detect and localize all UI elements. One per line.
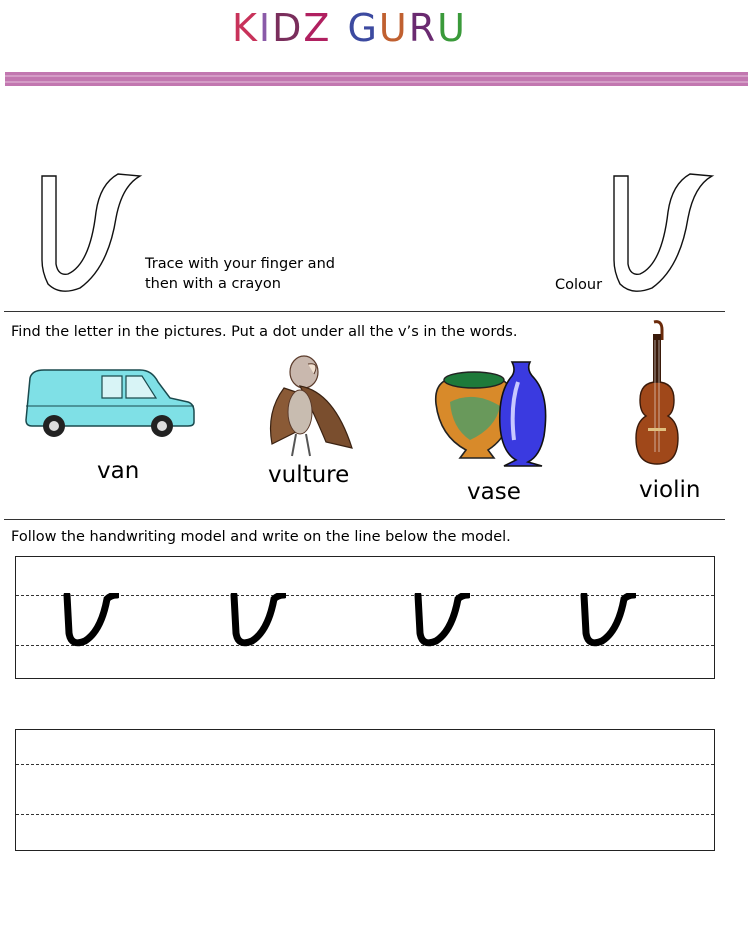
word-violin: violin — [639, 477, 701, 503]
handwriting-practice-box[interactable] — [15, 729, 715, 851]
divider-1 — [4, 311, 725, 312]
title-letter-6: U — [378, 6, 409, 50]
handwriting-model-box — [15, 556, 715, 679]
title-letter-3: D — [272, 6, 304, 50]
practice-guideline-top — [16, 764, 714, 765]
handwriting-instruction: Follow the handwriting model and write on the line below the model. — [11, 529, 511, 545]
van-icon — [22, 362, 198, 440]
model-letter-v-1 — [61, 593, 119, 649]
divider-2 — [4, 519, 725, 520]
word-van: van — [97, 458, 140, 484]
model-letter-v-2 — [228, 593, 286, 649]
vulture-icon — [256, 352, 356, 460]
model-letter-v-3 — [412, 593, 470, 649]
title-letter-4: Z — [303, 6, 332, 50]
word-vase: vase — [467, 479, 521, 505]
trace-instruction-line2: then with a crayon — [145, 276, 281, 292]
title-letter-7: R — [408, 6, 438, 50]
title-letter-2: I — [258, 6, 273, 50]
trace-instruction-line1: Trace with your finger and — [145, 256, 335, 272]
word-vulture: vulture — [268, 462, 350, 488]
vase-icon — [430, 356, 556, 472]
title-letter-8: U — [437, 6, 467, 50]
title-letter-5: G — [347, 6, 379, 50]
page-title — [232, 6, 492, 52]
practice-guideline-bottom — [16, 814, 714, 815]
violin-icon — [630, 320, 684, 468]
colour-letter-v-outline[interactable] — [610, 172, 716, 296]
title-letter-1: K — [232, 6, 259, 50]
trace-letter-v-outline — [38, 172, 144, 296]
header-banner — [5, 72, 748, 86]
colour-label: Colour — [555, 277, 603, 293]
model-letter-v-4 — [578, 593, 636, 649]
pictures-instruction: Find the letter in the pictures. Put a dot under all the v’s in the words. — [11, 324, 518, 340]
